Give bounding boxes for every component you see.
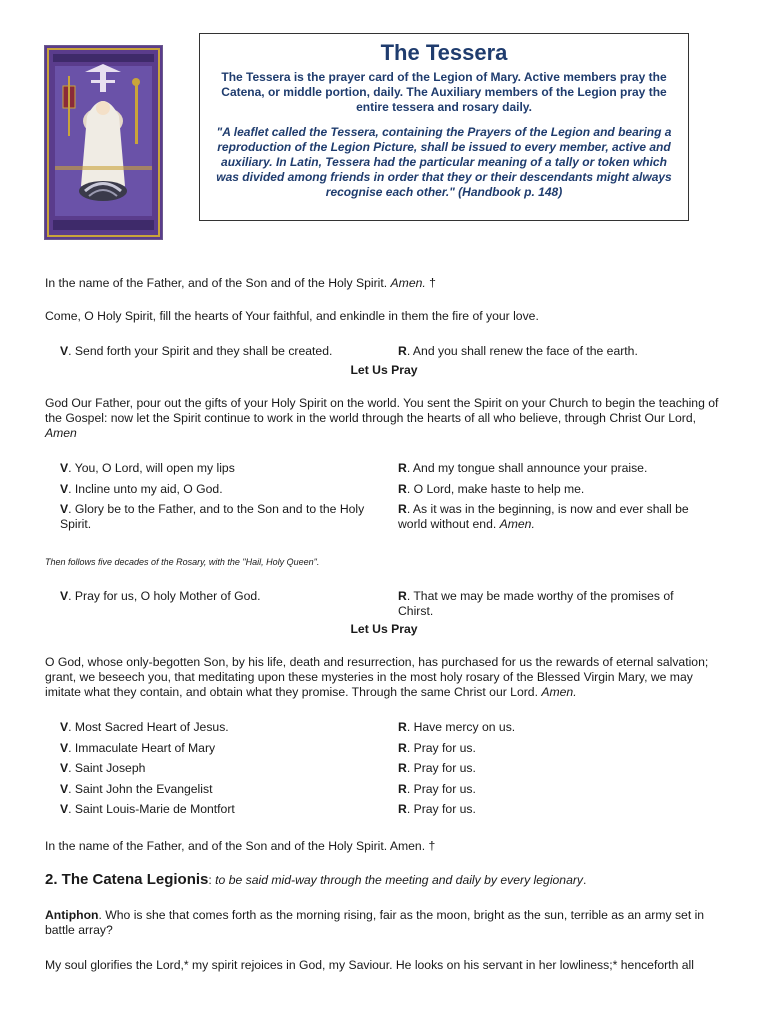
versicle: V. Most Sacred Heart of Jesus. (60, 720, 229, 734)
response: R. Pray for us. (398, 782, 476, 796)
versicle: V. Pray for us, O holy Mother of God. (60, 589, 261, 603)
response: R. Pray for us. (398, 741, 476, 755)
tessera-description: The Tessera is the prayer card of the Legion of Mary. Active members pray the Catena, or middle portion, daily. The Auxiliary members of the Legion pray the entire tessera and rosary daily. (221, 70, 667, 114)
response: R. Pray for us. (398, 761, 476, 775)
versicle: V. Incline unto my aid, O God. (60, 482, 223, 496)
response: R. O Lord, make haste to help me. (398, 482, 585, 496)
let-us-pray-heading: Let Us Pray (350, 363, 418, 377)
versicle: V. Immaculate Heart of Mary (60, 741, 216, 755)
closing-invocation: In the name of the Father, and of the Son and of the Holy Spirit. Amen. † (45, 839, 436, 853)
response: R. That we may be made worthy of the promises of Chirst. (398, 589, 674, 618)
antiphon: Antiphon. Who is she that comes forth as the morning rising, fair as the moon, bright as the sun, terrible as an army set in battle array? (45, 908, 705, 937)
opening-invocation: In the name of the Father, and of the Son and of the Holy Spirit. Amen. † (45, 276, 436, 290)
response: R. And you shall renew the face of the earth. (398, 344, 638, 358)
god-our-father-prayer: God Our Father, pour out the gifts of your Holy Spirit on the world. You sent the Spirit on your Church to begin the teaching of the Gospel: now let the Spirit continue to work in the world through the hearts of all who believe, through Christ Our Lord, Amen (45, 396, 719, 440)
versicle: V. Saint John the Evangelist (60, 782, 213, 796)
response: R. And my tongue shall announce your praise. (398, 461, 648, 475)
response: R. Have mercy on us. (398, 720, 516, 734)
versicle: V. Send forth your Spirit and they shall be created. (60, 344, 333, 358)
tessera-info-box (199, 33, 689, 221)
page-title: The Tessera (380, 40, 508, 65)
rosary-note: Then follows five decades of the Rosary, with the "Hail, Holy Queen". (45, 557, 320, 567)
legion-picture (44, 45, 163, 240)
o-god-prayer: O God, whose only-begotten Son, by his life, death and resurrection, has purchased for us the rewards of eternal salvation; grant, we beseech you, that meditating upon these mysteries in the most holy rosary of the Blessed Virgin Mary, we may imitate what they contain, and obtain what they promise. Through the same Christ our Lord. Amen. (45, 655, 709, 699)
response: R. Pray for us. (398, 802, 476, 816)
come-holy-spirit: Come, O Holy Spirit, fill the hearts of Your faithful, and enkindle in them the fire of your love. (45, 309, 539, 323)
versicle: V. You, O Lord, will open my lips (60, 461, 235, 475)
catena-heading: 2. The Catena Legionis: to be said mid-way through the meeting and daily by every legionary. (45, 871, 587, 888)
let-us-pray-heading: Let Us Pray (350, 622, 418, 636)
response: R. As it was in the beginning, is now and ever shall be world without end. Amen. (398, 502, 689, 531)
versicle: V. Saint Louis-Marie de Montfort (60, 802, 235, 816)
handbook-quote: "A leaflet called the Tessera, containing the Prayers of the Legion and bearing a reproduction of the Legion Picture, shall be issued to every member, active and auxiliary. In Latin, Tessera had the particular meaning of a tally or token which was divided among friends in order that they or their descendants might always recognise each other." (Handbook p. 148) (216, 125, 672, 199)
legion-picture-illustration (45, 46, 162, 239)
versicle: V. Saint Joseph (60, 761, 146, 775)
versicle: V. Glory be to the Father, and to the Son and to the Holy Spirit. (60, 502, 365, 531)
magnificat: My soul glorifies the Lord,* my spirit rejoices in God, my Saviour. He looks on his servant in her lowliness;* henceforth all (45, 958, 694, 972)
